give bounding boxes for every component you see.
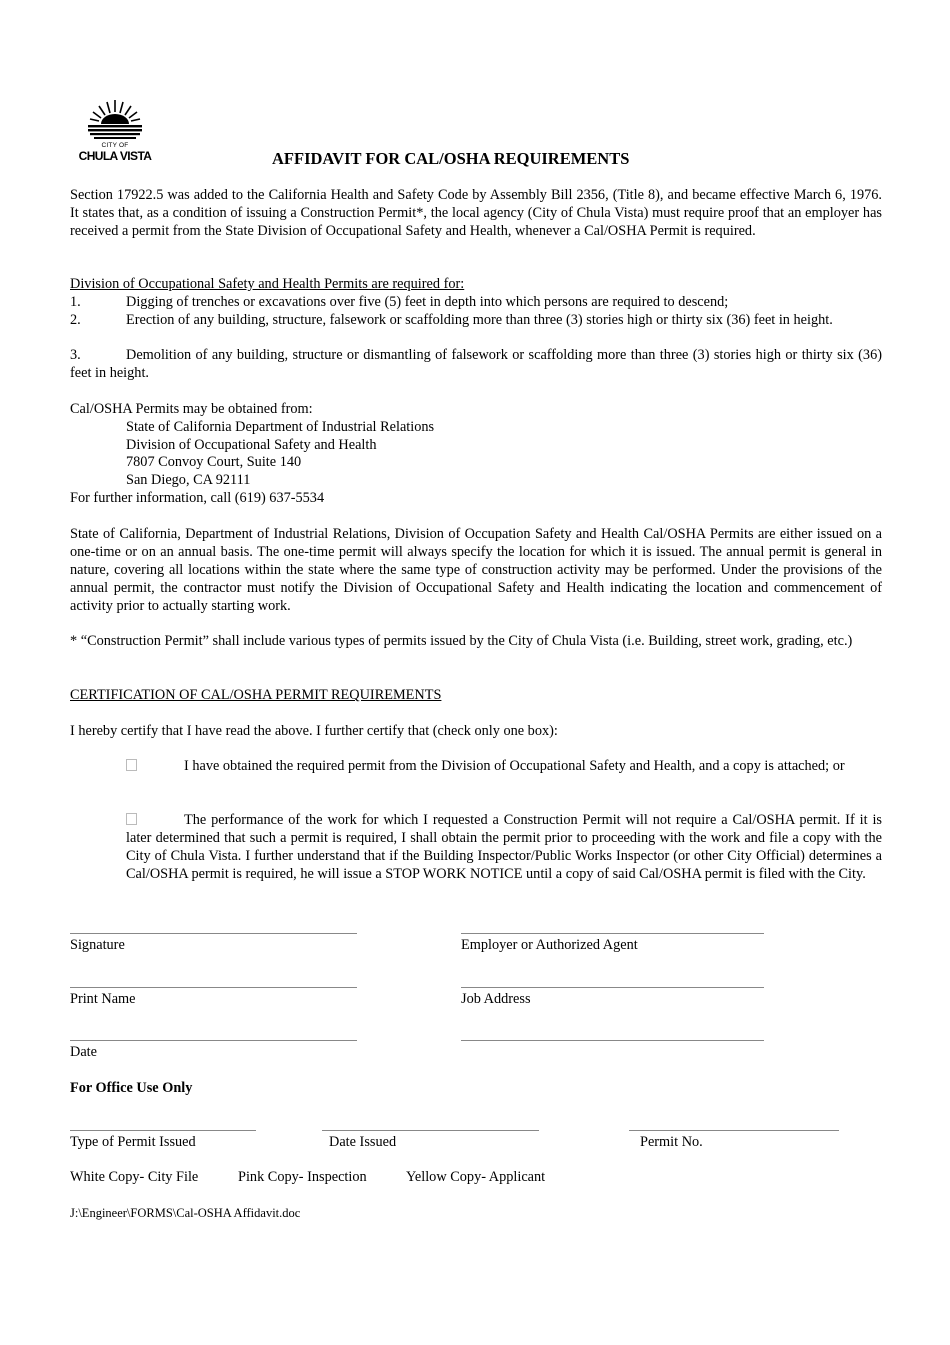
cert-heading-text: CERTIFICATION OF CAL/OSHA PERMIT REQUIREMENTS — [70, 687, 442, 703]
permit-no-label: Permit No. — [640, 1134, 703, 1150]
date-line[interactable] — [70, 1040, 357, 1041]
permits-heading — [70, 275, 882, 293]
permit-no-line[interactable] — [629, 1130, 839, 1131]
permits-heading-text: Division of Occupational Safety and Health Permits are required for: — [70, 276, 465, 292]
office-use-heading: For Office Use Only — [70, 1080, 193, 1096]
address-line: 7807 Convoy Court, Suite 140 — [126, 454, 302, 470]
permit-item-text: Digging of trenches or excavations over five (5) feet in depth into which persons are required to descend; — [126, 294, 729, 310]
page-title: AFFIDAVIT FOR CAL/OSHA REQUIREMENTS — [272, 149, 630, 168]
employer-line[interactable] — [461, 933, 764, 934]
option-1-checkbox[interactable] — [126, 759, 137, 771]
state-paragraph: State of California, Department of Industrial Relations, Division of Occupation Safety and Health Cal/OSHA Permits are either issued on a one-time or on an annual basis. The one-time permit will always specify the location for which it is issued. The annual permit is general in nature, covering all locations within the state where the same type of construction activity may be performed. Under the provisions of the annual permit, the contractor must notify the Division of Occupational Safety and Health indicating the location and commencement of activity prior to actually starting work. — [70, 526, 882, 614]
option-1 — [126, 757, 882, 775]
sun-waves-icon — [76, 96, 154, 144]
job-address-line[interactable] — [461, 987, 764, 988]
permit-item-number: 1. — [70, 294, 81, 310]
option-2-text: The performance of the work for which I requested a Construction Permit will not require a Cal/OSHA permit. If it is later determined that such a permit is required, I shall obtain the permit prior to proceeding with the work and file a copy with the City of Chula Vista. I further understand that if the Building Inspector/Public Works Inspector (or other City Official) determines a Cal/OSHA permit is required, he will issue a STOP WORK NOTICE until a copy of said Cal/OSHA permit is filed with the City. — [126, 812, 882, 882]
permit-item-text: Erection of any building, structure, falsework or scaffolding more than three (3) stories high or thirty six (36) feet in height. — [126, 312, 833, 328]
date-issued-line[interactable] — [322, 1130, 539, 1131]
option-2 — [126, 811, 882, 883]
employer-label: Employer or Authorized Agent — [461, 937, 638, 953]
city-logo — [76, 96, 154, 166]
address-line: Division of Occupational Safety and Health — [126, 437, 377, 453]
white-copy-label: White Copy- City File — [70, 1169, 199, 1185]
permit-item-2 — [70, 311, 882, 329]
option-2-checkbox[interactable] — [126, 813, 137, 825]
print-name-label: Print Name — [70, 991, 136, 1007]
type-of-permit-label: Type of Permit Issued — [70, 1134, 196, 1150]
obtain-heading: Cal/OSHA Permits may be obtained from: — [70, 401, 313, 417]
pink-copy-label: Pink Copy- Inspection — [238, 1169, 367, 1185]
type-of-permit-line[interactable] — [70, 1130, 256, 1131]
address-line: State of California Department of Industrial Relations — [126, 419, 435, 435]
permit-item-number: 3. — [70, 347, 81, 363]
cert-intro: I hereby certify that I have read the above. I further certify that (check only one box): — [70, 723, 558, 739]
address-line: San Diego, CA 92111 — [126, 472, 251, 488]
further-info: For further information, call (619) 637-5534 — [70, 490, 325, 506]
footnote: * “Construction Permit” shall include various types of permits issued by the City of Chula Vista (i.e. Building, street work, grading, etc.) — [70, 633, 853, 649]
permit-item-number: 2. — [70, 312, 81, 328]
file-path: J:\Engineer\FORMS\Cal-OSHA Affidavit.doc — [70, 1206, 301, 1220]
permit-item-1 — [70, 293, 882, 311]
permit-item-text: Demolition of any building, structure or dismantling of falsework or scaffolding more than three (3) stories high or thirty six (36) feet in height. — [70, 347, 882, 381]
logo-city-of: CITY OF — [101, 142, 129, 149]
date-label: Date — [70, 1044, 97, 1060]
date-issued-label: Date Issued — [329, 1134, 397, 1150]
job-address-label: Job Address — [461, 991, 531, 1007]
intro-paragraph: Section 17922.5 was added to the California Health and Safety Code by Assembly Bill 2356, (Title 8), and became effective March 6, 1976. It states that, as a condition of issuing a Construction Permit*, the local agency (City of Chula Vista) must require proof that an employer has received a permit from the State Division of Occupational Safety and Health, whenever a Cal/OSHA Permit is required. — [70, 187, 882, 239]
option-1-text: I have obtained the required permit from the Division of Occupational Safety and Health, and a copy is attached; or — [184, 758, 845, 774]
signature-line[interactable] — [70, 933, 357, 934]
logo-city-name: CHULA VISTA — [78, 149, 152, 163]
cert-heading — [70, 686, 882, 704]
permit-item-3 — [70, 346, 882, 382]
print-name-line[interactable] — [70, 987, 357, 988]
yellow-copy-label: Yellow Copy- Applicant — [406, 1169, 546, 1185]
signature-label: Signature — [70, 937, 125, 953]
blank-line[interactable] — [461, 1040, 764, 1041]
